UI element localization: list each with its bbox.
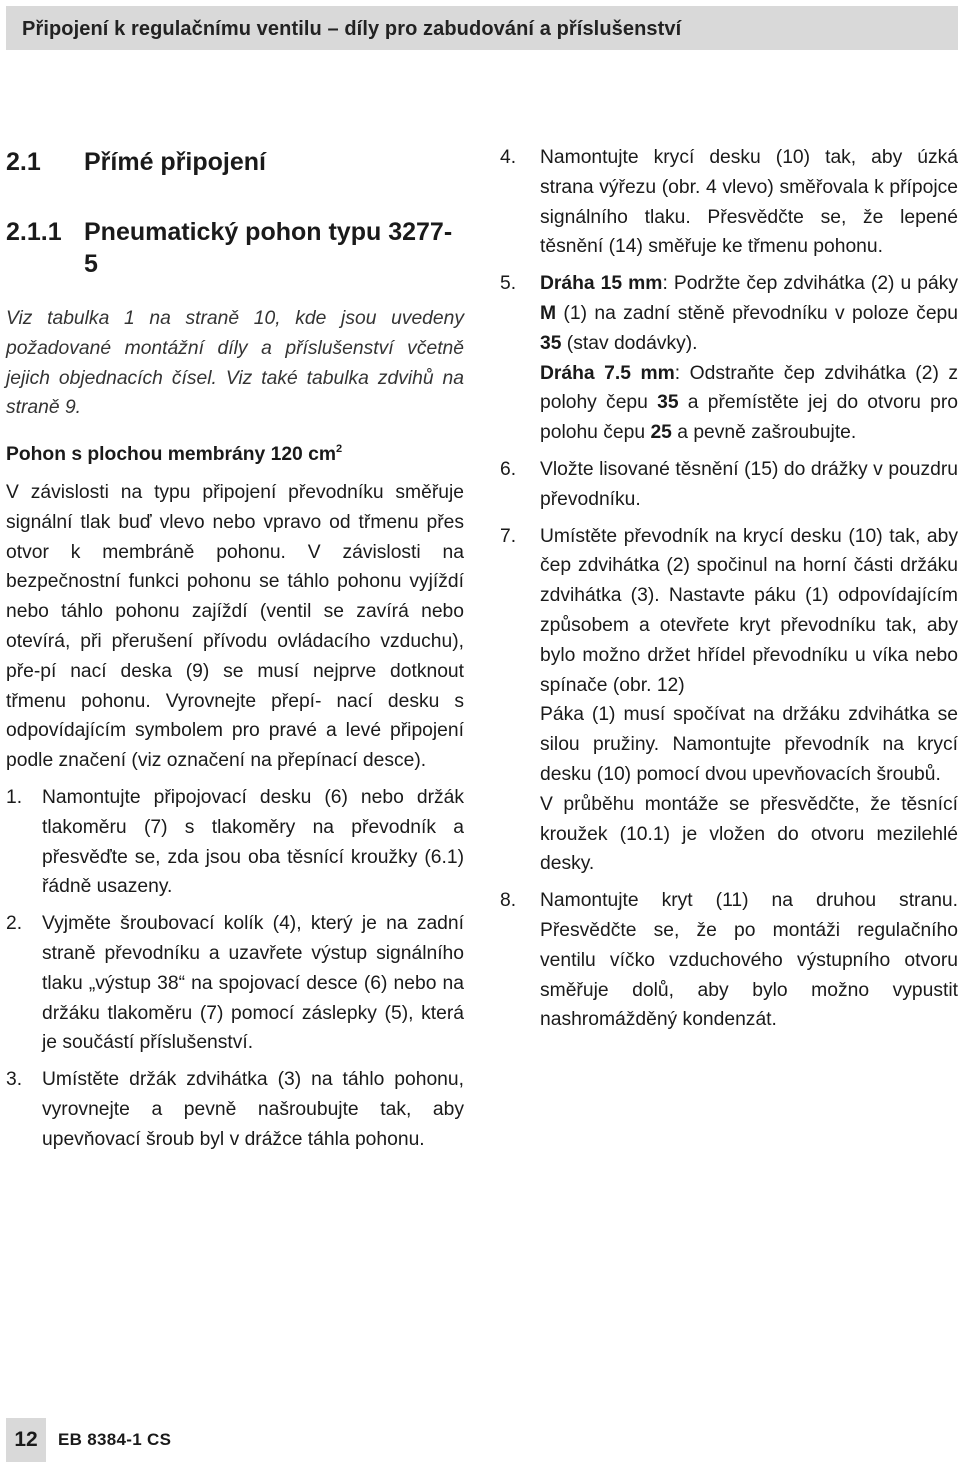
step-number: 7.	[500, 525, 517, 547]
step-number: 2.	[6, 913, 23, 935]
step-text	[540, 522, 958, 880]
step-number: 1.	[6, 786, 23, 808]
step-number: 8.	[500, 890, 517, 912]
subsection-heading	[6, 216, 464, 280]
right-column	[500, 143, 958, 1035]
step-text: Umístěte držák zdvihátka (3) na táhlo pohonu, vyrovnejte a pevně našroubujte tak, aby upevňovací šroub byl v drážce táhla pohonu.	[42, 1069, 464, 1150]
step-text: Namontujte kryt (11) na druhou stranu. Přesvědčte se, že po montáži regulačního ventilu víčko vzduchového výstupního otvoru směřuje dolů, aby bylo možno vypustit nashromážděný kondenzát.	[540, 890, 958, 1031]
section-title: Přímé připojení	[84, 148, 266, 176]
list-item	[6, 1065, 464, 1154]
travel-15mm-label: Dráha 15 mm	[540, 273, 663, 295]
step5-text-part: (stav dodávky).	[561, 332, 698, 354]
step-text	[540, 269, 958, 448]
step-number: 4.	[500, 147, 517, 168]
document-code: EB 8384-1 CS	[58, 1430, 172, 1449]
step-number: 5.	[500, 273, 517, 295]
subsection-number: 2.1.1	[6, 218, 62, 246]
travel-7-5mm-label: Dráha 7.5 mm	[540, 362, 675, 384]
lever-m-label: M	[540, 302, 557, 324]
pin-position-25: 25	[650, 422, 672, 444]
step5-text-part: : Podržte čep zdvihátka (2) u páky	[662, 273, 958, 295]
list-item	[500, 522, 958, 880]
list-item	[6, 783, 464, 902]
membrane-subheading-text: Pohon s plochou membrány 120 cm	[6, 444, 337, 466]
step-text: Namontujte krycí desku (10) tak, aby úzká strana výřezu (obr. 4 vlevo) směřovala k přípojce signálního tlaku. Přesvědčte se, že lepené těsnění (14) směřuje ke třmenu pohonu.	[540, 147, 958, 258]
page-header-title: Připojení k regulačnímu ventilu – díly pro zabudování a příslušenství	[22, 18, 682, 40]
step7-paragraph: V průběhu montáže se přesvědčte, že těsnící kroužek (10.1) je vložen do otvoru mezilehlé desky.	[540, 793, 958, 875]
body-paragraph: V závislosti na typu připojení převodníku směřuje signální tlak buď vlevo nebo vpravo od třmenu přes otvor k membráně pohonu. V závislosti na bezpečnostní funkci pohonu se táhlo pohonu vyjíždí nebo táhlo pohonu zajíždí (ventil se zavírá nebo otevírá, při přerušení přívodu ovládacího vzduchu), pře-pí nací deska (9) se musí nejprve dotknout třmenu pohonu. Vyrovnejte přepí- nací desku s odpovídajícím symbolem pro pravé a levé připojení podle značení (viz označení na přepínací desce).	[6, 481, 464, 772]
intro-paragraph: Viz tabulka 1 na straně 10, kde jsou uvedeny požadované montážní díly a příslušenství včetně jejich objednacích čísel. Viz také tabulka zdvihů na straně 9.	[6, 308, 464, 419]
section-heading	[6, 146, 464, 178]
superscript-2: 2	[336, 443, 343, 456]
list-item	[6, 909, 464, 1058]
step5-text-part: a pevně zašroubujte.	[671, 422, 857, 444]
list-item	[500, 455, 958, 515]
step5-text-part: : Odstraňte čep zdvihátka (2) z polohy čepu	[540, 362, 958, 414]
left-column	[6, 146, 464, 1155]
header-bar	[6, 6, 958, 50]
step5-text-part: a přemístěte jej do otvoru pro polohu čepu	[540, 392, 958, 444]
pin-position-35: 35	[657, 392, 679, 414]
step7-paragraph: Umístěte převodník na krycí desku (10) tak, aby čep zdvihátka (2) spočinul na horní části držáku zdvihátka (3). Nastavte páku (1) odpovídajícím způsobem a otevřete kryt převodníku tak, aby bylo možno držet hřídel převodníku u víka nebo spínače (obr. 12)	[540, 525, 958, 696]
step-text: Namontujte připojovací desku (6) nebo držák tlakoměru (7) s tlakoměry na převodník a přesvěďte se, zda jsou oba těsnící kroužky (6.1) řádně usazeny.	[42, 786, 464, 898]
list-item	[500, 886, 958, 1035]
step-number: 6.	[500, 458, 517, 480]
list-item	[500, 269, 958, 448]
membrane-subheading	[6, 435, 464, 470]
page-footer	[6, 1418, 171, 1462]
step-text: Vyjměte šroubovací kolík (4), který je na zadní straně převodníku a uzavřete výstup signálního tlaku „výstup 38“ na spojovací desce (6) nebo na držáku tlakoměru (7) pomocí záslepky (5), která je součástí příslušenství.	[42, 913, 464, 1054]
step7-paragraph: Páka (1) musí spočívat na držáku zdvihátka se silou pružiny. Namontujte převodník na krycí desku (10) pomocí dvou upevňovacích šroubů.	[540, 704, 958, 785]
step-text: Vložte lisované těsnění (15) do drážky v pouzdru převodníku.	[540, 458, 958, 510]
section-number: 2.1	[6, 148, 41, 176]
subsection-title: Pneumatický pohon typu 3277-5	[84, 218, 453, 278]
page-number: 12	[6, 1418, 46, 1462]
step5-text-part: (1) na zadní stěně převodníku v poloze čepu	[556, 302, 958, 324]
step-number: 3.	[6, 1069, 23, 1091]
list-item	[500, 143, 958, 262]
pin-position-35: 35	[540, 332, 562, 354]
